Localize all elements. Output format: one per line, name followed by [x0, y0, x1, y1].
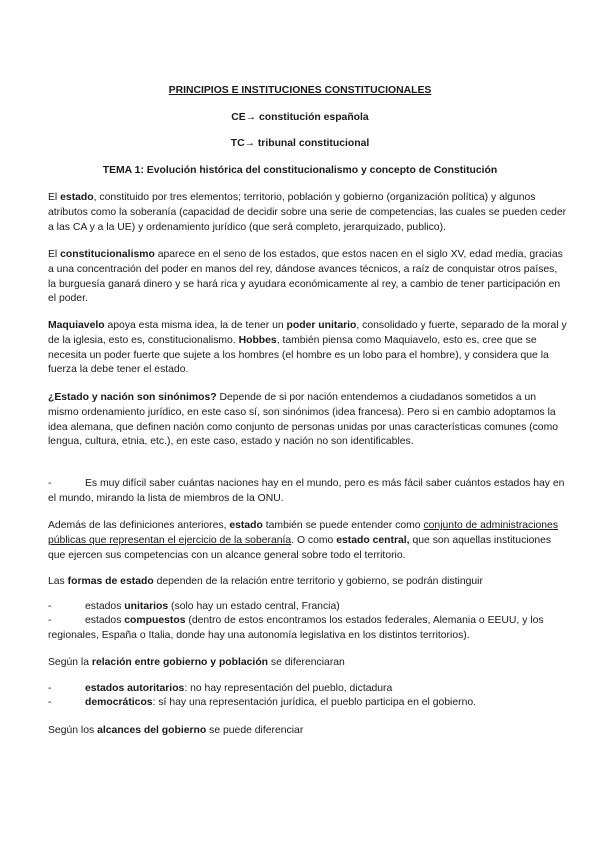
- text: estados: [85, 615, 125, 626]
- text: : sí hay una representación jurídica, el pueblo participa en el gobierno.: [152, 697, 477, 708]
- bold-term: Hobbes: [238, 334, 277, 346]
- dash: -: [48, 601, 52, 612]
- bullet-unitarios: [48, 600, 568, 615]
- text: que son aquellas instituciones que ejercen sus competencias con un alcance general sobre todo el territorio.: [48, 534, 552, 561]
- text: Según la: [48, 657, 92, 668]
- text: se diferenciaran: [268, 657, 345, 668]
- text: se puede diferenciar: [206, 725, 304, 736]
- text: . O como: [291, 534, 337, 546]
- paragraph-alcances: [48, 724, 568, 739]
- main-title: PRINCIPIOS E INSTITUCIONES CONSTITUCIONALES: [168, 85, 432, 96]
- bold-term: compuestos: [124, 615, 186, 626]
- paragraph-relacion: [48, 656, 568, 671]
- bullet-compuestos: [48, 614, 568, 644]
- text: , también piensa como Maquiavelo, esto es, cree que se necesita un poder fuerte que sujete a los hombres (el hombre es un lobo para el hombre), y considera que la fuerza la debe tener el estado.: [48, 334, 549, 376]
- bold-term: unitarios: [124, 601, 169, 612]
- tema-title: TEMA 1: Evolución histórica del constitucionalismo y concepto de Constitución: [102, 165, 498, 176]
- bullet-autoritarios: [48, 682, 568, 697]
- underlined-text: conjunto de administraciones públicas que representan el ejercicio de la soberanía: [48, 520, 559, 546]
- text: Es muy difícil saber cuántas naciones hay en el mundo, pero es más fácil saber cuántos estados hay en el mundo, mirando la lista de miembros de la ONU.: [48, 478, 565, 504]
- bold-term: formas de estado: [67, 576, 154, 587]
- text: estados: [85, 601, 125, 612]
- paragraph-estado: [48, 191, 568, 235]
- dash: -: [48, 478, 52, 489]
- text: también se puede entender como: [262, 520, 424, 531]
- bold-term: estado central,: [336, 534, 410, 546]
- text: El: [48, 192, 61, 203]
- dash: -: [48, 615, 52, 626]
- text: (dentro de estos encontramos los estados federales, Alemania o EEUU, y los regionales, España o Italia, donde hay una autonomía legislativa en los distintos territorios).: [48, 615, 544, 641]
- text: Las: [48, 576, 68, 587]
- bold-term: alcances del gobierno: [97, 725, 207, 736]
- paragraph-constitucionalismo: [48, 248, 568, 307]
- paragraph-maquiavelo: [48, 319, 568, 378]
- dash: -: [48, 697, 52, 708]
- tc-definition: TC→ tribunal constitucional: [230, 138, 370, 149]
- text: , constituido por tres elementos; territorio, población y gobierno (organización política) y algunos atributos como la soberanía (capacidad de decidir sobre una serie de competencias, las cuales se pueden ceder a las CA y a la UE) y ordenamiento jurídico (que será completo, jerarquizado, publico).: [48, 192, 567, 233]
- bold-term: relación entre gobierno y población: [91, 657, 269, 668]
- bold-term: estado: [229, 520, 263, 531]
- bold-term: constitucionalismo: [60, 249, 155, 260]
- text: Además de las definiciones anteriores,: [48, 520, 230, 531]
- bold-term: estado: [60, 192, 94, 203]
- paragraph-estado-nacion: [48, 391, 568, 450]
- text: Depende de si por nación entendemos a ciudadanos sometidos a un mismo ordenamiento jurídico, en este caso sí, son sinónimos (idea francesa). Pero si en cambio adoptamos la idea alemana, que definen nación como conjunto de personas unidas por unas características comunes (como lengua, cultura, etnia, etc.), en este caso, estado y nación no son identificables.: [48, 392, 559, 448]
- text: : no hay representación del pueblo, dictadura: [184, 683, 393, 694]
- text: (solo hay un estado central, Francia): [168, 601, 340, 612]
- bullet-naciones: [48, 477, 568, 507]
- bold-term: Maquiavelo: [48, 320, 105, 331]
- paragraph-formas-estado: [48, 575, 568, 590]
- bold-question: ¿Estado y nación son sinónimos?: [48, 392, 217, 403]
- text: El: [48, 249, 61, 260]
- text: Según los: [48, 725, 98, 736]
- bold-term: estados autoritarios: [85, 683, 185, 694]
- paragraph-definiciones: [48, 519, 568, 563]
- text: , consolidado y fuerte, separado de la moral y de la iglesia, esto es, constitucionalismo.: [48, 320, 567, 346]
- text: apoya esta misma idea, la de tener un: [104, 320, 287, 331]
- bold-term: poder unitario: [286, 320, 357, 331]
- bold-term: democráticos: [85, 697, 153, 708]
- text: aparece en el seno de los estados, que estos nacen en el siglo XV, edad media, gracias a una concentración del poder en manos del rey, dándose avances técnicos, a raíz de conquistar otros países, la burguesía ganará dinero y se hará rica y ayudara económicamente al rey, a cambio de tener participación en el poder.: [48, 249, 563, 305]
- dash: -: [48, 683, 52, 694]
- bullet-democraticos: [48, 696, 568, 711]
- ce-definition: CE→ constitución española: [231, 112, 369, 123]
- text: dependen de la relación entre territorio y gobierno, se podrán distinguir: [153, 576, 483, 587]
